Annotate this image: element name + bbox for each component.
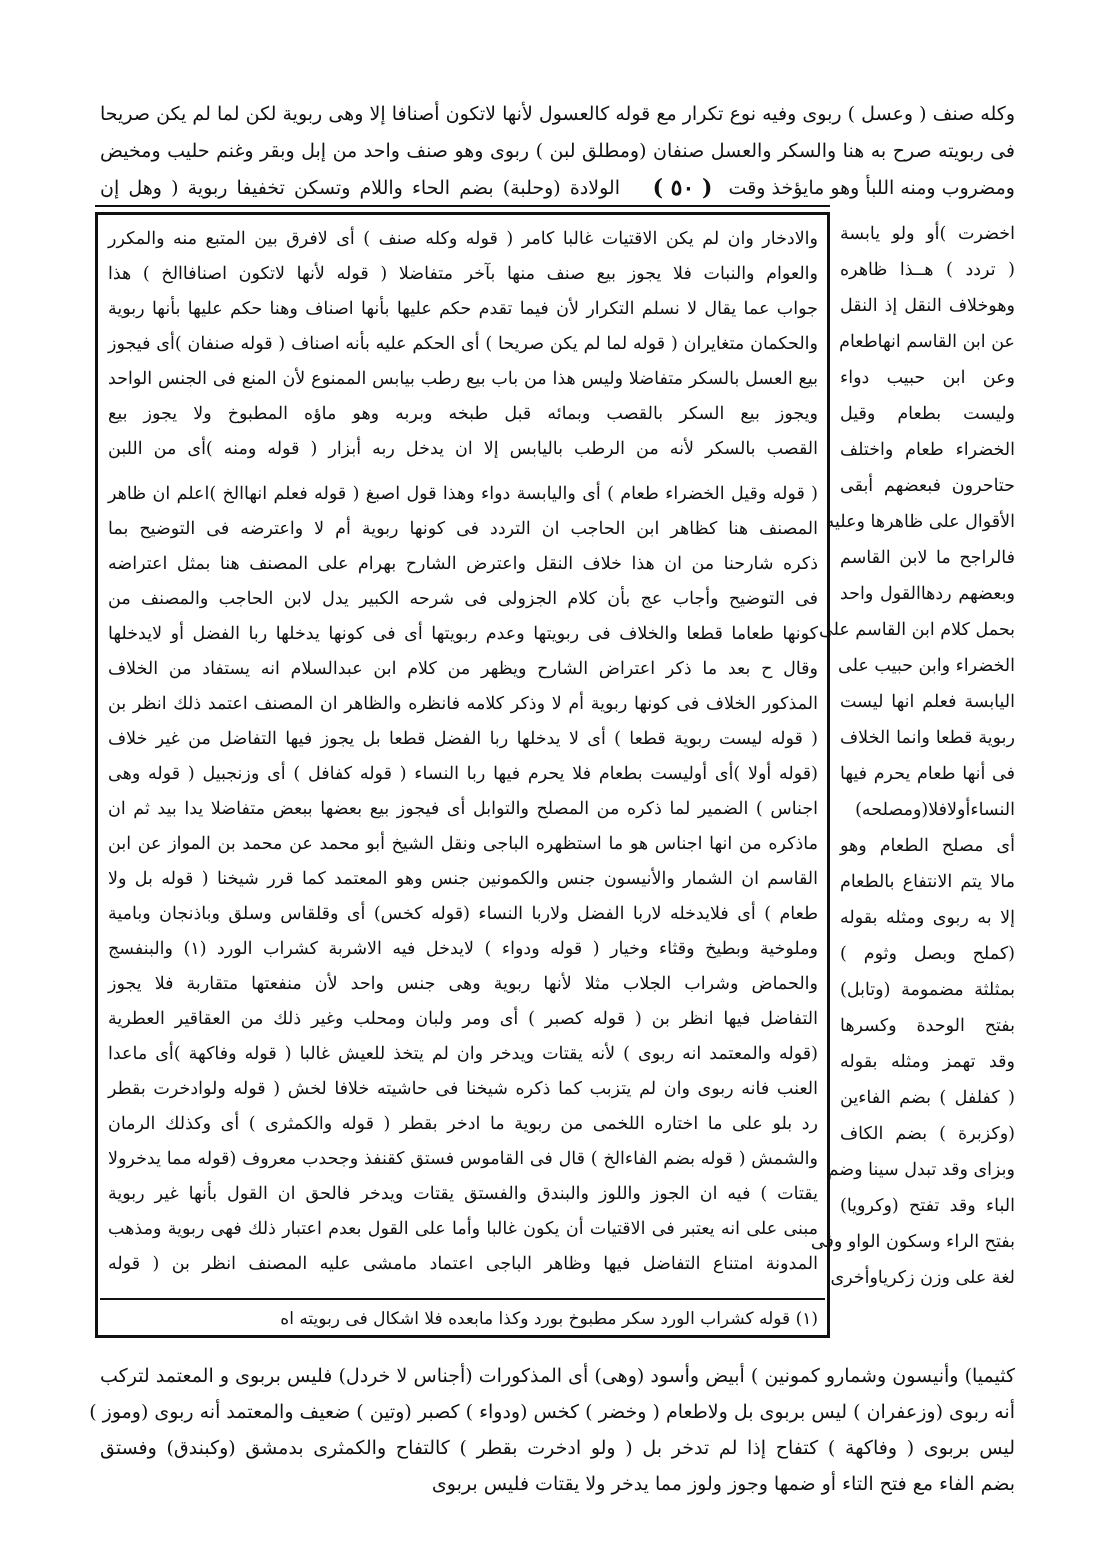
commentary-line: بيع العسل بالسكر متفاضلا وليس هذا من باب بيع رطب بيابس الممنوع لأن المنع فى الجنس الواحد: [108, 369, 818, 389]
commentary-line: يقتات ) فيه ان الجوز واللوز والبندق والفستق يقتات ويدخر فالحق ان القول بأنها غير ربوية: [108, 1184, 818, 1204]
commentary-line: المدونة امتناع التفاضل فيها وظاهر الباجى اعتماد مامشى عليه المصنف انظر بن ( قوله: [108, 1254, 818, 1274]
side-line: لغة على وزن زكرياوأخرى: [830, 1268, 1015, 1288]
side-line: بمثلثة مضمومة (وتابل): [840, 980, 1015, 1000]
commentary-line: ذكره شارحنا من ان هذا خلاف النقل واعترض الشارح بهرام على المصنف هنا بمثل اعتراضه: [108, 554, 818, 574]
side-line: وقد تهمز ومثله بقوله: [840, 1052, 1015, 1072]
bottom-line: أنه ربوى (وزعفران ) ليس بربوى بل ولاطعام ( وخضر ) كخس (ودواء ) كصبر (وتين ) ضعيف والمعتمد أنه ربوى (وموز ): [89, 1401, 1015, 1423]
commentary-line: جواب عما يقال لا نسلم التكرار لأن فيما تقدم حكم عليها بأنها اصناف وهنا حكم عليها بأنها ربوية: [108, 299, 818, 319]
header-rule: [95, 205, 830, 207]
footnote: (١) قوله كشراب الورد سكر مطبوخ بورد وكذا مابعده فلا اشكال فى ربويته اه: [280, 1309, 818, 1329]
side-line: عن ابن القاسم انهاطعام: [839, 332, 1015, 352]
bottom-line: ليس بربوى ( وفاكهة ) كتفاح إذا لم تدخر بل ( ولو ادخرت بقطر ) كالتفاح والكمثرى بدمشق (وكبندق) وفستق: [100, 1437, 1015, 1459]
commentary-line: رد بلو على ما اختاره اللخمى من ربوية ما ادخر بقطر ( قوله والكمثرى ) أى وكذلك الرمان: [108, 1114, 818, 1134]
side-line: الخضراء وابن حبيب على: [838, 656, 1015, 676]
side-line: ( تردد ) هــذا ظاهره: [840, 260, 1015, 280]
commentary-line: والعوام والنبات فلا يجوز بيع صنف منها بآخر متفاضلا ( قوله لأنها لاتكون اصنافاالخ ) هذا: [108, 264, 818, 284]
side-line: بفتح الراء وسكون الواو وفى: [810, 1232, 1015, 1252]
commentary-line: والادخار وان لم يكن الاقتيات غالبا كامر ( قوله وكله صنف ) أى لافرق بين المتبع منه والمكرر: [108, 229, 818, 249]
side-line: ( كفلفل ) بضم الفاءين: [840, 1088, 1015, 1108]
side-line: فى أنها طعام يحرم فيها: [840, 764, 1015, 784]
commentary-line: المصنف هنا كظاهر ابن الحاجب ان التردد فى كونها ربوية أم لا واعترضه فى التوضيح بما: [108, 519, 818, 539]
footnote-separator: [100, 1298, 825, 1300]
commentary-line: طعام ) أى فلايدخله لاربا الفضل ولاربا النساء (قوله كخس) أى وقلقاس وسلق وباذنجان وبامية: [108, 904, 819, 924]
side-line: الخضراء طعام واختلف: [840, 440, 1015, 460]
commentary-line: والشمش ( قوله بضم الفاءالخ ) قال فى القاموس فستق كقنفذ وجحدب معروف (قوله مما يدخرولا: [108, 1149, 818, 1169]
commentary-line: المذكور الخلاف فى كونها ربوية أم لا وذكر كلامه فانظره والظاهر ان المصنف اعتمد ذلك انظر بن: [108, 694, 818, 714]
side-line: اليابسة فعلم انها ليست: [840, 692, 1015, 712]
commentary-line: القاسم ان الشمار والأنيسون جنس والكمونين جنس وهو المعتمد كما قرر شيخنا ( قوله بل ولا: [108, 869, 818, 889]
commentary-line: كونها طعاما قطعا والخلاف فى ربويتها وعدم ربويتها أى فى كونها يدخلها ربا الفضل أو لايدخلها: [108, 624, 818, 644]
side-line: أى مصلح الطعام وهو: [840, 836, 1015, 856]
commentary-line: ( قوله وقيل الخضراء طعام ) أى واليابسة دواء وهذا قول اصبغ ( قوله فعلم انهاالخ )اعلم ان ظاهر: [108, 484, 818, 504]
side-line: مالا يتم الانتفاع بالطعام: [840, 872, 1015, 892]
top-line: وكله صنف ( وعسل ) ربوى وفيه نوع تكرار مع قوله كالعسول لأنها لاتكون أصنافا إلا وهى ربوية لكن لما لم يكن صريحا: [100, 103, 1015, 125]
side-line: وعن ابن حبيب دواء: [840, 368, 1015, 388]
side-line: الأقوال على ظاهرها وعليه: [825, 512, 1015, 532]
commentary-line: ماذكره من انها اجناس هو ما استظهره الباجى ونقل الشيخ أبو محمد عن محمد بن المواز عن ابن: [108, 834, 818, 854]
bottom-line: كثيميا) وأنيسون وشمارو كمونين ) أبيض وأسود (وهى) أى المذكورات (أجناس لا خردل) فليس بربوى و المعتمد لتركب: [100, 1365, 1015, 1387]
side-line: الباء وقد تفتح (وكرويا): [840, 1196, 1015, 1216]
top-line: فى ربويته صرح به هنا والسكر والعسل صنفان (ومطلق لبن ) ربوى وهو صنف واحد من إبل وبقر وغنم حليب ومخيض: [100, 140, 1015, 162]
page-number: ( ٥٠ ): [652, 175, 713, 201]
commentary-line: والحماض وشراب الجلاب مثلا لأنها ربوية وهى جنس واحد لأن منفعتها متقاربة فلا يجوز: [108, 974, 818, 994]
side-line: وليست بطعام وقيل: [840, 404, 1015, 424]
top-line: ومضروب ومنه اللبأ وهو مايؤخذ وقت: [728, 177, 1015, 199]
commentary-line: العنب فانه ربوى وان لم يتزبب كما ذكره شيخنا فى حاشيته خلافا لخش ( قوله ولوادخرت بقطر: [108, 1079, 818, 1099]
side-line: حتاحرون فبعضهم أبقى: [840, 476, 1015, 496]
commentary-line: وملوخية وبطيخ وقثاء وخيار ( قوله ودواء ) لايدخل فيه الاشربة كشراب الورد (١) والبنفسج: [108, 939, 819, 959]
commentary-line: والحكمان متغايران ( قوله لما لم يكن صريحا ) أى الحكم عليه بأنه اصناف ( قوله صنفان )أى فيجوز: [108, 334, 818, 354]
side-line: بحمل كلام ابن القاسم على: [819, 620, 1015, 640]
side-line: إلا به ربوى ومثله بقوله: [840, 908, 1015, 928]
side-line: (كملح وبصل وثوم ): [840, 944, 1015, 964]
side-line: بفتح الوحدة وكسرها: [840, 1016, 1015, 1036]
commentary-line: مبنى على انه يعتبر فى الاقتيات أن يكون غالبا وأما على القول بعدم اعتبار ذلك فهى ربوية ومذهب: [108, 1219, 818, 1239]
commentary-line: ويجوز بيع السكر بالقصب وبمائه قبل طبخه وبربه وهو ماؤه المطبوخ ولا يجوز بيع: [108, 404, 818, 424]
commentary-line: (قوله أولا )أى أوليست بطعام فلا يحرم فيها ربا النساء ( قوله كفافل ) أى وزنجبيل ( قوله وهى: [108, 764, 818, 784]
side-line: فالراجح ما لابن القاسم: [840, 548, 1015, 568]
commentary-line: القصب بالسكر لأنه من الرطب باليابس إلا ان يدخل ربه أبزار ( قوله ومنه )أى من اللبن: [108, 439, 818, 459]
commentary-line: (قوله والمعتمد انه ربوى ) لأنه يقتات ويدخر وان لم يتخذ للعيش غالبا ( قوله وفاكهة )أى ماعدا: [108, 1044, 818, 1064]
side-line: وبعضهم ردهاالقول واحد: [840, 584, 1015, 604]
side-line: النساءأولافلا(ومصلحه): [855, 800, 1015, 820]
commentary-line: ( قوله ليست ربوية قطعا ) أى لا يدخلها ربا الفضل قطعا بل يجوز فيها التفاضل من غير خلاف: [108, 729, 818, 749]
side-line: وهوخلاف النقل إذ النقل: [840, 296, 1015, 316]
commentary-line: اجناس ) الضمير لما ذكره من المصلح والتوابل أى فيجوز بيع بعضها ببعض متفاضلا يدا بيد ثم ان: [108, 799, 818, 819]
bottom-line: بضم الفاء مع فتح التاء أو ضمها وجوز ولوز مما يدخر ولا يقتات فليس بربوى: [431, 1473, 1015, 1495]
side-line: اخضرت )أو ولو يابسة: [840, 224, 1015, 244]
side-line: (وكزبرة ) بضم الكاف: [840, 1124, 1015, 1144]
side-line: وبزاى وقد تبدل سينا وضم: [827, 1160, 1015, 1180]
side-line: ربوية قطعا وانما الخلاف: [840, 728, 1015, 748]
commentary-line: التفاضل فيها انظر بن ( قوله كصبر ) أى ومر ولبان ومحلب وغير ذلك من العقاقير العطرية: [108, 1009, 818, 1029]
commentary-line: وقال ح بعد ما ذكر اعتراض الشارح ويظهر من كلام ابن عبدالسلام انه يستفاد من الخلاف: [108, 659, 818, 679]
commentary-line: فى التوضيح وأجاب عج بأن كلام الجزولى فى شرحه الكبير يدل لابن الحاجب والمصنف من: [108, 589, 818, 609]
top-line: الولادة (وحلبة) بضم الحاء واللام وتسكن تخفيفا ربوية ( وهل إن: [100, 177, 620, 199]
